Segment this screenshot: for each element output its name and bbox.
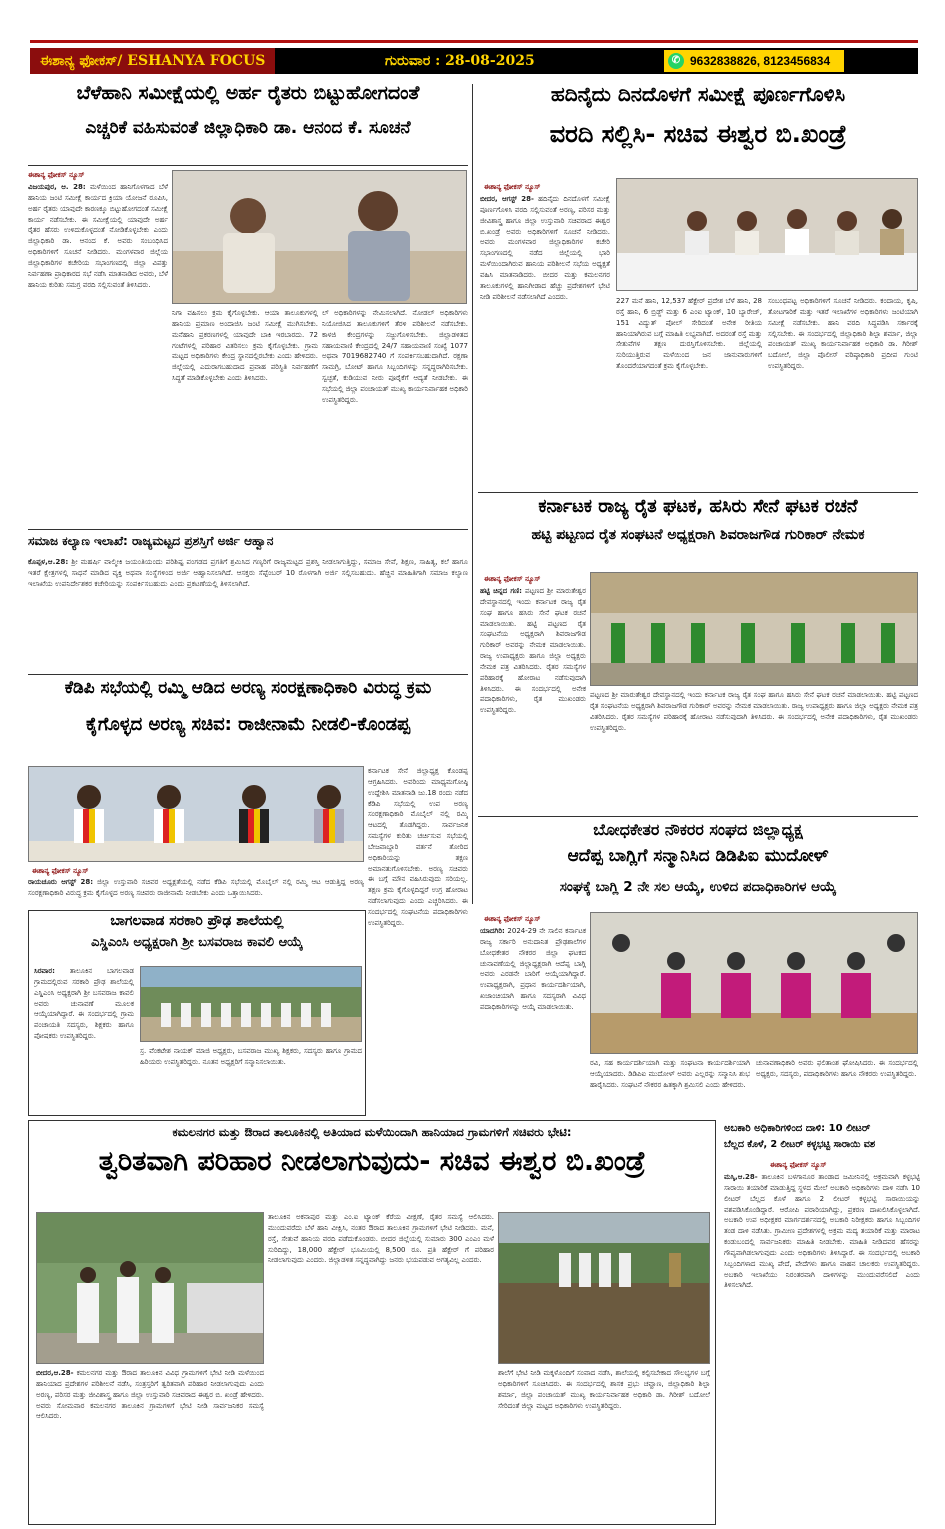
- phone-numbers: 9632838826, 8123456834: [690, 54, 831, 68]
- whatsapp-icon: ✆: [668, 53, 684, 69]
- news-tag: ಈಶಾನ್ಯ ಫೋಕಸ್ ನ್ಯೂಸ್: [28, 171, 85, 179]
- article-body-left: [480, 194, 610, 488]
- article-body-mid: ತಾಲೂಕಿನ ಅಕನಾಪುರ ಮತ್ತು ಎಂ.ಐ ಟ್ಯಾಂಕ್ ಕೆರೆಯ ವೀಕ್ಷಣೆ, ರೈತರ ಸಮಸ್ಯೆ ಆಲಿಸಿದರು. ಮುಂದುವರೆದು ಬೆಳೆ ಹಾನಿ ವೀಕ್ಷಿಸಿ, ನಂತರ ಔರಾದ ತಾಲೂಕಿನ ಗ್ರಾಮಗಳಿಗೆ ಭೇಟಿ ನೀಡಿದರು. ಮನೆ, ರಸ್ತೆ, ಸೇತುವೆ ಹಾನಿಯ ವರದಿ ಪಡೆದುಕೊಂಡರು. ಬೀದರ ಜಿಲ್ಲೆಯಲ್ಲಿ ಸುಮಾರು 300 ಎಂಎಂ ಮಳೆ ಸುರಿದಿದ್ದು, 18,000 ಹೆಕ್ಟೇರ್ ಭೂಮಿಯಲ್ಲಿ 8,500 ರೂ. ಪ್ರತಿ ಹೆಕ್ಟೇರ್ ಗೆ ಪರಿಹಾರ ನೀಡಲಾಗುವುದು ಎಂದರು. ಜಿಲ್ಲಾಡಳಿತ ಸನ್ನದ್ಧವಾಗಿದ್ದು ಜನರು ಭಯಪಡುವ ಅಗತ್ಯವಿಲ್ಲ ಎಂದರು.: [268, 1213, 494, 1265]
- headline: ಬಾಗಲವಾಡ ಸರಕಾರಿ ಪ್ರೌಢ ಶಾಲೆಯಲ್ಲಿ: [110, 913, 284, 929]
- article-body: [28, 556, 468, 670]
- headline: ಅಬಕಾರಿ ಅಧಿಕಾರಿಗಳಿಂದ ದಾಳಿ: 10 ಲೀಟರ್: [724, 1123, 871, 1134]
- article-body-col2: ನಿಗಾ ವಹಿಸಲು ಕ್ರಮ ಕೈಗೊಳ್ಳಬೇಕು. ಆಯಾ ತಾಲೂಕುಗಳಲ್ಲಿ ಹಾನಿಯ ಪ್ರಮಾಣ ಅಂದಾಜಿಸಿ ಜಂಟಿ ಸಮೀಕ್ಷೆ ಮುಗಿಸಬೇಕು. ಮನೆಹಾನಿ ಪ್ರಕರಣಗಳಲ್ಲಿ ಯಾವುದೇ ಬಾಕಿ ಇರಬಾರದು. 72 ಗಂಟೆಗಳಲ್ಲಿ ಪರಿಹಾರ ವಿತರಿಸಲು ಕ್ರಮ ಕೈಗೊಳ್ಳಬೇಕು. ಗ್ರಾಮ ಮಟ್ಟದ ಅಧಿಕಾರಿಗಳು ಕೇಂದ್ರ ಸ್ಥಾನದಲ್ಲಿರಬೇಕು ಎಂದು ಹೇಳಿದರು. ಜಿಲ್ಲೆಯಲ್ಲಿ ಎದುರಾಗಬಹುದಾದ ಪ್ರವಾಹ ಪರಿಸ್ಥಿತಿ ನಿರ್ವಹಣೆಗೆ ಸಿದ್ಧತೆ ಮಾಡಿಕೊಳ್ಳಬೇಕು ಎಂದು ತಿಳಿಸಿದರು.: [172, 309, 318, 383]
- headline: ಸಮಾಜ ಕಲ್ಯಾಣ ಇಲಾಖೆ: ರಾಜ್ಯಮಟ್ಟದ ಪ್ರಶಸ್ತಿಗೆ ಅರ್ಜಿ ಆಹ್ವಾನ: [28, 534, 274, 548]
- kicker: ಕಮಲನಗರ ಮತ್ತು ಔರಾದ ತಾಲೂಕಿನಲ್ಲಿ ಅತಿಯಾದ ಮಳೆಯಿಂದಾಗಿ ಹಾನಿಯಾದ ಗ್ರಾಮಗಳಿಗೆ ಸಚಿವರು ಭೇಟಿ:: [172, 1125, 572, 1139]
- article-body-col3: ಲ್ ಅಧಿಕಾರಿಗಳನ್ನು ನೇಮಿಸಲಾಗಿದೆ. ನೋಡಲ್ ಅಧಿಕಾರಿಗಳು ನಿಯೋಜಿಸಿದ ತಾಲೂಕುಗಳಿಗೆ ತೆರಳಿ ಪರಿಶೀಲನೆ ನಡೆಸಬೇಕು. ಕಾಳಜಿ ಕೇಂದ್ರಗಳನ್ನು ಸಜ್ಜುಗೊಳಿಸಬೇಕು. ಜಿಲ್ಲಾಡಳಿತದ ಸಹಾಯವಾಣಿ ಕೇಂದ್ರದಲ್ಲಿ 24/7 ಸಹಾಯವಾಣಿ ಸಂಖ್ಯೆ 1077 ಅಥವಾ 7019682740 ಗೆ ಸಂಪರ್ಕಿಸಬಹುದಾಗಿದೆ. ರಕ್ಷಣಾ ಸಾಮಗ್ರಿ, ಬೋಟ್ ಹಾಗೂ ಸಿಬ್ಬಂದಿಗಳನ್ನು ಸನ್ನದ್ಧರಾಗಿರಿಸಬೇಕು. ಸ್ವಚ್ಛತೆ, ಕುಡಿಯುವ ನೀರು ಪೂರೈಕೆಗೆ ಆದ್ಯತೆ ನೀಡಬೇಕು. ಈ ಸಭೆಯಲ್ಲಿ ಜಿಲ್ಲಾ ಪಂಚಾಯತ್ ಮುಖ್ಯ ಕಾರ್ಯನಿರ್ವಾಹಕ ಅಧಿಕಾರಿ ಉಪಸ್ಥಿತರಿದ್ದರು.: [322, 309, 468, 404]
- body-text: ಕಮಲನಗರ ಮತ್ತು ಔರಾದ ತಾಲೂಕಿನ ವಿವಿಧ ಗ್ರಾಮಗಳಿಗೆ ಭೇಟಿ ನೀಡಿ ಮಳೆಯಿಂದ ಹಾನಿಯಾದ ಪ್ರದೇಶಗಳ ಪರಿಶೀಲನೆ ನಡೆಸಿ, ಸಂತ್ರಸ್ತರಿಗೆ ತ್ವರಿತವಾಗಿ ಪರಿಹಾರ ನೀಡಲಾಗುವುದು ಎಂದು ಅರಣ್ಯ, ಪರಿಸರ ಮತ್ತು ಜೀವಿಶಾಸ್ತ್ರ ಹಾಗೂ ಜಿಲ್ಲಾ ಉಸ್ತುವಾರಿ ಸಚಿವರಾದ ಈಶ್ವರ ಬಿ. ಖಂಡ್ರೆ ಹೇಳಿದರು. ಅವರು ಸೋಮವಾರ ಕಮಲನಗರ ತಾಲೂಕಿನ ಗ್ರಾಮಗಳಿಗೆ ಭೇಟಿ ನೀಡಿ ಸಾರ್ವಜನಿಕರ ಸಮಸ್ಯೆ ಆಲಿಸಿದರು.: [36, 1369, 264, 1421]
- headline-line-2: ಎಚ್ಚರಿಕೆ ವಹಿಸುವಂತೆ ಜಿಲ್ಲಾಧಿಕಾರಿ ಡಾ. ಆನಂದ ಕೆ. ಸೂಚನೆ: [85, 118, 411, 138]
- dateline: ಬೀದರ, ಆಗಸ್ಟ್ 28-: [480, 195, 534, 203]
- news-tag: ಈಶಾನ್ಯ ಫೋಕಸ್ ನ್ಯೂಸ್: [32, 867, 89, 875]
- headline: ಕೆಡಿಪಿ ಸಭೆಯಲ್ಲಿ ರಮ್ಮಿ ಆಡಿದ ಅರಣ್ಯ ಸಂರಕ್ಷಣಾಧಿಕಾರಿ ವಿರುದ್ಧ ಕ್ರಮ: [64, 678, 432, 698]
- article-body-right: ಚುನಾವಣಾಧಿಕಾರಿ ಅವರು ಫಲಿತಾಂಶ ಘೋಷಿಸಿದರು. ಈ ಸಂದರ್ಭದಲ್ಲಿ ಅಧ್ಯಕ್ಷರು, ಸದಸ್ಯರು, ಪದಾಧಿಕಾರಿಗಳು ಹಾಗೂ ನೌಕರರು ಉಪಸ್ಥಿತರಿದ್ದರು.: [756, 1059, 918, 1078]
- body-text: ಪಟ್ಟಣದ ಶ್ರೀ ಮಾರುತೇಶ್ವರ ದೇವಸ್ಥಾನದಲ್ಲಿ ಇಂದು ಕರ್ನಾಟಕ ರಾಜ್ಯ ರೈತ ಸಂಘ ಹಾಗೂ ಹಸಿರು ಸೇನೆ ಘಟಕ ರಚನೆ ಮಾಡಲಾಯಿತು. ಹಟ್ಟಿ ಪಟ್ಟಣದ ರೈತ ಸಂಘಟನೆಯ ಅಧ್ಯಕ್ಷರಾಗಿ ಶಿವರಾಜಗೌಡ ಗುರಿಕಾರ್ ಅವರನ್ನು ನೇಮಕ ಮಾಡಲಾಯಿತು. ರಾಜ್ಯ ಉಪಾಧ್ಯಕ್ಷರು ಹಾಗೂ ಜಿಲ್ಲಾ ಅಧ್ಯಕ್ಷರು ನೇಮಕ ಪತ್ರ ವಿತರಿಸಿದರು. ರೈತರ ಸಮಸ್ಯೆಗಳ ಪರಿಹಾರಕ್ಕೆ ಹೋರಾಟ ನಡೆಸುವುದಾಗಿ ತಿಳಿಸಿದರು. ಈ ಸಂದರ್ಭದಲ್ಲಿ ಅನೇಕ ಪದಾಧಿಕಾರಿಗಳು, ರೈತ ಮುಖಂಡರು ಉಪಸ್ಥಿತರಿದ್ದರು.: [480, 587, 586, 715]
- article-body: [480, 586, 586, 812]
- dateline: ಯಾದಗಿರಿ:: [480, 927, 505, 935]
- body-text: ಹದಿನೈದು ದಿನದೊಳಗೆ ಸಮೀಕ್ಷೆ ಪೂರ್ಣಗೊಳಿಸಿ ವರದಿ ಸಲ್ಲಿಸುವಂತೆ ಅರಣ್ಯ, ಪರಿಸರ ಮತ್ತು ಜೀವಿಶಾಸ್ತ್ರ ಹಾಗೂ ಜಿಲ್ಲಾ ಉಸ್ತುವಾರಿ ಸಚಿವರಾದ ಈಶ್ವರ ಬಿ.ಖಂಡ್ರೆ ಅವರು ಅಧಿಕಾರಿಗಳಿಗೆ ಸೂಚನೆ ನೀಡಿದರು. ಅವರು ಮಂಗಳವಾರ ಜಿಲ್ಲಾಧಿಕಾರಿಗಳ ಕಚೇರಿ ಸಭಾಂಗಣದಲ್ಲಿ ನಡೆದ ಜಿಲ್ಲೆಯಲ್ಲಿ ಭಾರಿ ಮಳೆಯಿಂದಾಗಿರುವ ಹಾನಿಯ ಪರಿಶೀಲನೆ ಸಭೆಯ ಅಧ್ಯಕ್ಷತೆ ವಹಿಸಿ ಮಾತನಾಡಿದರು. ಬೀದರ ಮತ್ತು ಕಮಲನಗರ ತಾಲೂಕುಗಳಲ್ಲಿ ಹಾನಿಗೀಡಾದ ಹೆಚ್ಚು ಪ್ರದೇಶಗಳಿಗೆ ಭೇಟಿ ನೀಡಿ ಪರಿಶೀಲನೆ ನಡೆಸಲಾಗಿದೆ ಎಂದರು.: [480, 195, 610, 301]
- meeting-photo: [172, 170, 467, 304]
- page-number: Page-3: [846, 50, 915, 71]
- dateline: ಸಿರವಾರ:: [34, 967, 55, 975]
- body-text: ಜಿಲ್ಲಾ ಉಸ್ತುವಾರಿ ಸಚಿವರ ಅಧ್ಯಕ್ಷತೆಯಲ್ಲಿ ನಡೆದ ಕೆಡಿಪಿ ಸಭೆಯಲ್ಲಿ ಮೊಬೈಲ್ ನಲ್ಲಿ ರಮ್ಮಿ ಆಟ ಆಡುತ್ತಿದ್ದ ಅರಣ್ಯ ಸಂರಕ್ಷಣಾಧಿಕಾರಿ ವಿರುದ್ಧ ಕ್ರಮ ಕೈಗೊಳ್ಳದ ಅರಣ್ಯ ಸಚಿವರು ರಾಜೀನಾಮೆ ನೀಡಬೇಕು ಎಂದು ಒತ್ತಾಯಿಸಿದರು.: [28, 878, 364, 897]
- headline: ತ್ವರಿತವಾಗಿ ಪರಿಹಾರ ನೀಡಲಾಗುವುದು- ಸಚಿವ ಈಶ್ವರ ಬಿ.ಖಂಡ್ರೆ: [98, 1146, 646, 1177]
- article-body-under: ಸ್ರ. ವೆಂಕಟೇಶ ನಾಯಕ್ ಮಾಜಿ ಅಧ್ಯಕ್ಷರು, ಬಸವರಾಜ ಮುಖ್ಯ ಶಿಕ್ಷಕರು, ಸದಸ್ಯರು ಹಾಗೂ ಗ್ರಾಮದ ಹಿರಿಯರು ಉಪಸ್ಥಿತರಿದ್ದರು. ನೂತನ ಅಧ್ಯಕ್ಷರಿಗೆ ಸನ್ಮಾನಿಸಲಾಯಿತು.: [140, 1047, 362, 1066]
- body-text: ಮಳೆಯಿಂದ ಹಾನಿಗೊಳಗಾದ ಬೆಳೆ ಹಾನಿಯ ಜಂಟಿ ಸಮೀಕ್ಷೆ ಕಾರ್ಯದ ಕ್ರಿಯಾ ಯೋಜನೆ ರೂಪಿಸಿ, ಅರ್ಹ ರೈತರು ಯಾವುದೇ ಕಾರಣಕ್ಕೂ ಬಿಟ್ಟುಹೋಗದಂತೆ ಸಮೀಕ್ಷೆ ಕಾರ್ಯ ನಡೆಸಬೇಕು. ಈ ಸಮೀಕ್ಷೆಯಲ್ಲಿ ಯಾವುದೇ ಅರ್ಹ ರೈತರ ಹೆಸರು ಉಳಿದುಕೊಳ್ಳದಂತೆ ನೋಡಿಕೊಳ್ಳಬೇಕು ಎಂದು ಜಿಲ್ಲಾಧಿಕಾರಿ ಡಾ. ಆನಂದ ಕೆ. ಅವರು ಸಂಬಂಧಿಸಿದ ಅಧಿಕಾರಿಗಳಿಗೆ ಸೂಚನೆ ನೀಡಿದರು. ಮಂಗಳವಾರ ಜಿಲ್ಲೆಯ ಜಿಲ್ಲಾಧಿಕಾರಿಗಳ ಕಚೇರಿಯ ಸಭಾಂಗಣದಲ್ಲಿ ಜಿಲ್ಲಾ ವಿಪತ್ತು ನಿರ್ವಹಣಾ ಪ್ರಾಧಿಕಾರದ ಸಭೆ ನಡೆಸಿ ಮಾತನಾಡಿದ ಅವರು, ಬೆಳೆ ಹಾನಿಯ ಕುರಿತು ಸಮಗ್ರ ವರದಿ ಸಲ್ಲಿಸುವಂತೆ ತಿಳಿಸಿದರು.: [28, 183, 168, 289]
- article-body-col1: [28, 182, 168, 525]
- newspaper-title: ಈಶಾನ್ಯ ಫೋಕಸ್/ ESHANYA FOCUS: [30, 48, 275, 74]
- minister-visit-photo: [36, 1212, 264, 1364]
- body-text: ತಾಲೂಕಿನ ಬಳಗಾನೂರ ತಾಂಡಾದ ಜಮೀನಿನಲ್ಲಿ ಅಕ್ರಮವಾಗಿ ಕಳ್ಳಭಟ್ಟಿ ಸಾರಾಯಿ ತಯಾರಿಕೆ ಮಾಡುತ್ತಿದ್ದ ಸ್ಥಳದ ಮೇಲೆ ಅಬಕಾರಿ ಅಧಿಕಾರಿಗಳು ದಾಳಿ ನಡೆಸಿ 10 ಲೀಟರ್ ಬೆಲ್ಲದ ಕೊಳೆ ಹಾಗೂ 2 ಲೀಟರ್ ಕಳ್ಳಭಟ್ಟಿ ಸಾರಾಯಿಯನ್ನು ವಶಪಡಿಸಿಕೊಂಡಿದ್ದಾರೆ. ಆರೋಪಿ ಪರಾರಿಯಾಗಿದ್ದು, ಪ್ರಕರಣ ದಾಖಲಿಸಿಕೊಳ್ಳಲಾಗಿದೆ. ಅಬಕಾರಿ ಉಪ ಅಧೀಕ್ಷಕರ ಮಾರ್ಗದರ್ಶನದಲ್ಲಿ ಅಬಕಾರಿ ನಿರೀಕ್ಷಕರು ಹಾಗೂ ಸಿಬ್ಬಂದಿಗಳ ತಂಡ ದಾಳಿ ನಡೆಸಿತು. ಗ್ರಾಮೀಣ ಪ್ರದೇಶಗಳಲ್ಲಿ ಅಕ್ರಮ ಮದ್ಯ ತಯಾರಿಕೆ ಮತ್ತು ಮಾರಾಟ ಕಂಡುಬಂದಲ್ಲಿ ಸಾರ್ವಜನಿಕರು ಮಾಹಿತಿ ನೀಡಬೇಕು. ಮಾಹಿತಿ ನೀಡಿದವರ ಹೆಸರನ್ನು ಗೌಪ್ಯವಾಗಿಡಲಾಗುವುದು ಎಂದು ಅಧಿಕಾರಿಗಳು ತಿಳಿಸಿದ್ದಾರೆ. ಈ ಸಂದರ್ಭದಲ್ಲಿ ಅಬಕಾರಿ ಸಿಬ್ಬಂದಿಗಳಾದ ಮುಖ್ಯ ಪೇದೆ, ಪೇದೆಗಳು ಹಾಗೂ ವಾಹನ ಚಾಲಕರು ಉಪಸ್ಥಿತರಿದ್ದರು. ಅಬಕಾರಿ ಇಲಾಖೆಯು ನಿರಂತರವಾಗಿ ದಾಳಿಗಳನ್ನು ಮುಂದುವರೆಸಲಿದೆ ಎಂದು ತಿಳಿಸಲಾಗಿದೆ.: [724, 1173, 920, 1290]
- meeting-photo: [616, 178, 918, 291]
- group-photo: [590, 572, 918, 686]
- headline: ಕರ್ನಾಟಕ ರಾಜ್ಯ ರೈತ ಘಟಕ, ಹಸಿರು ಸೇನೆ ಘಟಕ ರಚನೆ: [538, 496, 858, 517]
- headline: ಬೋಧಕೇತರ ನೌಕರರ ಸಂಘದ ಜಿಲ್ಲಾಧ್ಯಕ್ಷ: [593, 820, 803, 839]
- article-body-right: ಶಾಲೆಗೆ ಭೇಟಿ ನೀಡಿ ಮಕ್ಕಳೊಂದಿಗೆ ಸಂವಾದ ನಡೆಸಿ, ಶಾಲೆಯಲ್ಲಿ ಕಲ್ಪಿಸಬೇಕಾದ ಸೌಲಭ್ಯಗಳ ಬಗ್ಗೆ ಅಧಿಕಾರಿಗಳಿಗೆ ಸೂಚಿಸಿದರು. ಈ ಸಂದರ್ಭದಲ್ಲಿ ಶಾಸಕ ಪ್ರಭು ಚವ್ಹಾಣ, ಜಿಲ್ಲಾಧಿಕಾರಿ ಶಿಲ್ಪಾ ಶರ್ಮಾ, ಜಿಲ್ಲಾ ಪಂಚಾಯತ್ ಮುಖ್ಯ ಕಾರ್ಯನಿರ್ವಾಹಕ ಅಧಿಕಾರಿ ಡಾ. ಗಿರೀಶ್ ಬದೋಲೆ ಸೇರಿದಂತೆ ಜಿಲ್ಲಾ ಮಟ್ಟದ ಅಧಿಕಾರಿಗಳು ಉಪಸ್ಥಿತರಿದ್ದರು.: [498, 1369, 710, 1410]
- news-tag: ಈಶಾನ್ಯ ಫೋಕಸ್ ನ್ಯೂಸ್: [770, 1161, 827, 1169]
- headline-line-2: ಹಟ್ಟಿ ಪಟ್ಟಣದ ರೈತ ಸಂಘಟನೆ ಅಧ್ಯಕ್ಷರಾಗಿ ಶಿವರಾಜಗೌಡ ಗುರಿಕಾರ್ ನೇಮಕ: [531, 527, 865, 543]
- headline-line-2: ಆದೆಪ್ಪ ಬಾಗ್ಲಿಗೆ ಸನ್ಮಾನಿಸಿದ ಡಿಡಿಪಿಐ ಮುದೋಳ್: [567, 846, 829, 866]
- masthead: [0, 0, 945, 80]
- article-body: [34, 966, 134, 1112]
- dateline: ಕೊಪ್ಪಳ,ಆ.28:: [28, 557, 69, 566]
- news-tag: ಈಶಾನ್ಯ ಫೋಕಸ್ ನ್ಯೂಸ್: [484, 183, 541, 191]
- body-text: ತಾಲೂಕಿನ ಬಾಗಲವಾಡ ಗ್ರಾಮದಲ್ಲಿರುವ ಸರಕಾರಿ ಪ್ರೌಢ ಶಾಲೆಯಲ್ಲಿ ಎಸ್ಡಿಎಂಸಿ ಅಧ್ಯಕ್ಷರಾಗಿ ಶ್ರೀ ಬಸವರಾಜ ಕಾವಲಿ ಅವರು ಚುನಾವಣೆ ಮೂಲಕ ಆಯ್ಕೆಯಾಗಿದ್ದಾರೆ. ಈ ಸಂದರ್ಭದಲ್ಲಿ ಗ್ರಾಮ ಪಂಚಾಯತಿ ಸದಸ್ಯರು, ಶಿಕ್ಷಕರು ಹಾಗೂ ಪೋಷಕರು ಉಪಸ್ಥಿತರಿದ್ದರು.: [34, 967, 134, 1041]
- headline-line-2: ವರದಿ ಸಲ್ಲಿಸಿ- ಸಚಿವ ಈಶ್ವರ ಬಿ.ಖಂಡ್ರೆ: [549, 120, 847, 148]
- headline: ಬೆಳೆಹಾನಿ ಸಮೀಕ್ಷೆಯಲ್ಲಿ ಅರ್ಹ ರೈತರು ಬಿಟ್ಟುಹೋಗದಂತೆ: [76, 82, 420, 104]
- contact-phone: [664, 50, 844, 72]
- dateline: ಮಸ್ಕಿ,ಆ.28-: [724, 1173, 758, 1181]
- headline-line-2: ಬೆಲ್ಲದ ಕೊಳೆ, 2 ಲೀಟರ್ ಕಳ್ಳಭಟ್ಟಿ ಸಾರಾಯಿ ವಶ: [724, 1139, 876, 1150]
- article-body: [724, 1172, 920, 1525]
- headline-line-3: ಸಂಘಕ್ಕೆ ಬಾಗ್ಲಿ 2 ನೇ ಸಲ ಆಯ್ಕೆ, ಉಳಿದ ಪದಾಧಿಕಾರಿಗಳ ಆಯ್ಕೆ: [559, 879, 837, 895]
- body-text: 2024-29 ನೇ ಸಾಲಿನ ಕರ್ನಾಟಕ ರಾಜ್ಯ ಸರ್ಕಾರಿ ಅನುದಾನಿತ ಪ್ರೌಢಶಾಲೆಗಳ ಬೋಧಕೇತರ ನೌಕರರ ಜಿಲ್ಲಾ ಘಟಕದ ಚುನಾವಣೆಯಲ್ಲಿ ಜಿಲ್ಲಾಧ್ಯಕ್ಷರಾಗಿ ಆದೆಪ್ಪ ಬಾಗ್ಲಿ ಅವರು ಎರಡನೇ ಬಾರಿಗೆ ಆಯ್ಕೆಯಾಗಿದ್ದಾರೆ. ಉಪಾಧ್ಯಕ್ಷರಾಗಿ, ಪ್ರಧಾನ ಕಾರ್ಯದರ್ಶಿಯಾಗಿ, ಖಜಾಂಚಿಯಾಗಿ ಹಾಗೂ ಸದಸ್ಯರಾಗಿ ವಿವಿಧ ಪದಾಧಿಕಾರಿಗಳನ್ನು ಆಯ್ಕೆ ಮಾಡಲಾಯಿತು.: [480, 927, 586, 1011]
- headline-line-2: ಕೈಗೊಳ್ಳದ ಅರಣ್ಯ ಸಚಿವ: ರಾಜೀನಾಮೆ ನೀಡಲಿ-ಕೊಂಡಪ್ಪ: [85, 714, 411, 735]
- felicitation-photo: [590, 912, 918, 1054]
- article-body-mid: 227 ಮನೆ ಹಾನಿ, 12,537 ಹೆಕ್ಟೇರ್ ಪ್ರದೇಶ ಬೆಳೆ ಹಾನಿ, 28 ರಸ್ತೆ ಹಾನಿ, 6 ಬ್ರಿಡ್ಜ್ ಮತ್ತು 6 ಎಂಐ ಟ್ಯಾಂಕ್, 10 ಬ್ಯಾರೇಜ್, 151 ವಿದ್ಯುತ್ ಪೋಲ್ ಸೇರಿದಂತೆ ಅನೇಕ ರೀತಿಯ ಹಾನಿಯಾಗಿರುವ ಬಗ್ಗೆ ಮಾಹಿತಿ ಲಭ್ಯವಾಗಿದೆ. ಅದರಂತೆ ರಸ್ತೆ ಮತ್ತು ಸೇತುವೆಗಳ ತಕ್ಷಣ ದುರಸ್ತಿಗೊಳಿಸಬೇಕು. ಜಿಲ್ಲೆಯಲ್ಲಿ ಸುರಿಯುತ್ತಿರುವ ಮಳೆಯಿಂದ ಜನ ಜಾನುವಾರುಗಳಿಗೆ ತೊಂದರೆಯಾಗದಂತೆ ಕ್ರಮ ಕೈಗೊಳ್ಳಬೇಕು.: [616, 297, 762, 371]
- school-group-photo: [140, 966, 362, 1042]
- article-body-continued: ಪಟ್ಟಣದ ಶ್ರೀ ಮಾರುತೇಶ್ವರ ದೇವಸ್ಥಾನದಲ್ಲಿ ಇಂದು ಕರ್ನಾಟಕ ರಾಜ್ಯ ರೈತ ಸಂಘ ಹಾಗೂ ಹಸಿರು ಸೇನೆ ಘಟಕ ರಚನೆ ಮಾಡಲಾಯಿತು. ಹಟ್ಟಿ ಪಟ್ಟಣದ ರೈತ ಸಂಘಟನೆಯ ಅಧ್ಯಕ್ಷರಾಗಿ ಶಿವರಾಜಗೌಡ ಗುರಿಕಾರ್ ಅವರನ್ನು ನೇಮಕ ಮಾಡಲಾಯಿತು. ರಾಜ್ಯ ಉಪಾಧ್ಯಕ್ಷರು ಹಾಗೂ ಜಿಲ್ಲಾ ಅಧ್ಯಕ್ಷರು ನೇಮಕ ಪತ್ರ ವಿತರಿಸಿದರು. ರೈತರ ಸಮಸ್ಯೆಗಳ ಪರಿಹಾರಕ್ಕೆ ಹೋರಾಟ ನಡೆಸುವುದಾಗಿ ತಿಳಿಸಿದರು. ಈ ಸಂದರ್ಭದಲ್ಲಿ ಅನೇಕ ಪದಾಧಿಕಾರಿಗಳು, ರೈತ ಮುಖಂಡರು ಉಪಸ್ಥಿತರಿದ್ದರು.: [590, 691, 918, 732]
- news-tag: ಈಶಾನ್ಯ ಫೋಕಸ್ ನ್ಯೂಸ್: [484, 575, 541, 583]
- article-body-left: [480, 926, 586, 1110]
- body-text: ಶ್ರೀ ಮಹರ್ಷಿ ವಾಲ್ಮೀಕಿ ಜಯಂತಿಯಂದು ಪರಿಶಿಷ್ಟ ಪಂಗಡದ ಪ್ರಗತಿಗೆ ಶ್ರಮಿಸಿದ ಗಣ್ಯರಿಗೆ ರಾಜ್ಯಮಟ್ಟದ ಪ್ರಶಸ್ತಿ ನೀಡಲಾಗುತ್ತಿದ್ದು, ಸಮಾಜ ಸೇವೆ, ಶಿಕ್ಷಣ, ಸಾಹಿತ್ಯ, ಕಲೆ ಹಾಗೂ ಇತರೆ ಕ್ಷೇತ್ರಗಳಲ್ಲಿ ಸಾಧನೆ ಮಾಡಿದ ವ್ಯಕ್ತಿ ಅಥವಾ ಸಂಸ್ಥೆಗಳಿಂದ ಅರ್ಜಿ ಆಹ್ವಾನಿಸಲಾಗಿದೆ. ಆಸಕ್ತರು ಸೆಪ್ಟೆಂಬರ್ 10 ರೊಳಗಾಗಿ ಅರ್ಜಿ ಸಲ್ಲಿಸಬಹುದು. ಹೆಚ್ಚಿನ ಮಾಹಿತಿಗಾಗಿ ಸಮಾಜ ಕಲ್ಯಾಣ ಇಲಾಖೆಯ ಉಪನಿರ್ದೇಶಕರ ಕಚೇರಿಯನ್ನು ಸಂಪರ್ಕಿಸಬಹುದು ಎಂದು ಪ್ರಕಟಣೆಯಲ್ಲಿ ತಿಳಿಸಲಾಗಿದೆ.: [28, 557, 468, 589]
- article-body: [28, 877, 364, 907]
- article-body-right: ಸಂಬಂಧಪಟ್ಟ ಅಧಿಕಾರಿಗಳಿಗೆ ಸೂಚನೆ ನೀಡಿದರು. ಕಂದಾಯ, ಕೃಷಿ, ತೋಟಗಾರಿಕೆ ಮತ್ತು ಇತರೆ ಇಲಾಖೆಗಳ ಅಧಿಕಾರಿಗಳು ಜಂಟಿಯಾಗಿ ಸಮೀಕ್ಷೆ ನಡೆಸಬೇಕು. ಹಾನಿ ವರದಿ ಸಿದ್ಧಪಡಿಸಿ ಸರ್ಕಾರಕ್ಕೆ ಸಲ್ಲಿಸಬೇಕು. ಈ ಸಂದರ್ಭದಲ್ಲಿ ಜಿಲ್ಲಾಧಿಕಾರಿ ಶಿಲ್ಪಾ ಶರ್ಮಾ, ಜಿಲ್ಲಾ ಪಂಚಾಯತ್ ಮುಖ್ಯ ಕಾರ್ಯನಿರ್ವಾಹಕ ಅಧಿಕಾರಿ ಡಾ. ಗಿರೀಶ್ ಬದೋಲೆ, ಜಿಲ್ಲಾ ಪೊಲೀಸ್ ವರಿಷ್ಠಾಧಿಕಾರಿ ಪ್ರದೀಪ ಗುಂಟಿ ಉಪಸ್ಥಿತರಿದ್ದರು.: [768, 297, 918, 371]
- dateline: ರಾಯಚೂರು ಆಗಸ್ಟ್ 28:: [28, 878, 93, 886]
- dateline: ವಿಜಯಪುರ, ಆ. 28:: [28, 183, 86, 191]
- headline-line-2: ಎಸ್ಡಿಎಂಸಿ ಅಧ್ಯಕ್ಷರಾಗಿ ಶ್ರೀ ಬಸವರಾಜ ಕಾವಲಿ ಆಯ್ಕೆ: [91, 935, 303, 950]
- dateline: ಬೀದರ,ಆ.28-: [36, 1369, 74, 1377]
- top-rule: [30, 40, 918, 43]
- issue-date: ಗುರುವಾರ : 28-08-2025: [385, 53, 535, 69]
- press-meet-photo: [28, 766, 364, 862]
- headline: ಹದಿನೈದು ದಿನದೊಳಗೆ ಸಮೀಕ್ಷೆ ಪೂರ್ಣಗೊಳಿಸಿ: [550, 82, 846, 106]
- article-body-right: ಕರ್ನಾಟಕ ಸೇನೆ ಜಿಲ್ಲಾಧ್ಯಕ್ಷ ಕೊಂಡಪ್ಪ ಆಗ್ರಹಿಸಿದರು. ಅವರಿಂದು ಮಾಧ್ಯಮಗೋಷ್ಠಿ ಉದ್ದೇಶಿಸಿ ಮಾತನಾಡಿ ಜು.18 ರಂದು ನಡೆದ ಕೆಡಿಪಿ ಸಭೆಯಲ್ಲಿ ಉಪ ಅರಣ್ಯ ಸಂರಕ್ಷಣಾಧಿಕಾರಿ ಮೊಬೈಲ್ ನಲ್ಲಿ ರಮ್ಮಿ ಆಟದಲ್ಲಿ ತೊಡಗಿದ್ದರು. ಸಾರ್ವಜನಿಕ ಸಮಸ್ಯೆಗಳ ಕುರಿತು ಚರ್ಚಿಸುವ ಸಭೆಯಲ್ಲಿ ಬೇಜವಾಬ್ದಾರಿ ವರ್ತನೆ ತೋರಿದ ಅಧಿಕಾರಿಯನ್ನು ತಕ್ಷಣ ಅಮಾನತುಗೊಳಿಸಬೇಕು. ಅರಣ್ಯ ಸಚಿವರು ಈ ಬಗ್ಗೆ ಮೌನ ವಹಿಸಿರುವುದು ಸರಿಯಲ್ಲ. ತಕ್ಷಣ ಕ್ರಮ ಕೈಗೊಳ್ಳದಿದ್ದರೆ ಉಗ್ರ ಹೋರಾಟ ನಡೆಸಲಾಗುವುದು ಎಂದು ಎಚ್ಚರಿಸಿದರು. ಈ ಸಂದರ್ಭದಲ್ಲಿ ಸಂಘಟನೆಯ ಪದಾಧಿಕಾರಿಗಳು ಉಪಸ್ಥಿತರಿದ್ದರು.: [368, 767, 468, 927]
- news-tag: ಈಶಾನ್ಯ ಫೋಕಸ್ ನ್ಯೂಸ್: [484, 915, 541, 923]
- field-inspection-photo: [498, 1212, 710, 1364]
- article-body-left: [36, 1368, 264, 1518]
- dateline: ಹಟ್ಟಿ ಚಿನ್ನದ ಗಣಿ:: [480, 587, 522, 595]
- article-body-mid: ರವಿ, ಸಹ ಕಾರ್ಯದರ್ಶಿಯಾಗಿ ಮತ್ತು ಸಂಘಟನಾ ಕಾರ್ಯದರ್ಶಿಯಾಗಿ ಆಯ್ಕೆಯಾದರು. ಡಿಡಿಪಿಐ ಮುದೋಳ್ ಅವರು ಎಲ್ಲರನ್ನು ಸನ್ಮಾನಿಸಿ ಶುಭ ಹಾರೈಸಿದರು. ಸಂಘಟನೆ ನೌಕರರ ಹಿತಕ್ಕಾಗಿ ಶ್ರಮಿಸಲಿ ಎಂದು ಹೇಳಿದರು.: [590, 1059, 750, 1089]
